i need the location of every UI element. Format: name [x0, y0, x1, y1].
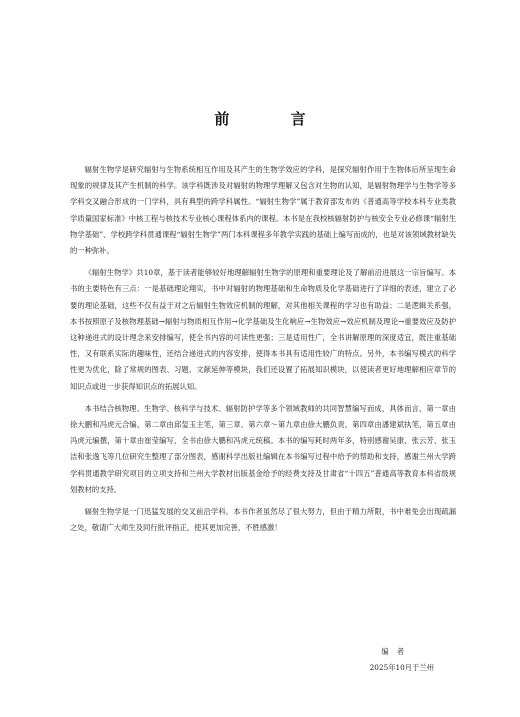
preface-body	[70, 162, 456, 542]
page-title: 前 言	[214, 110, 334, 128]
signature-block	[70, 644, 456, 676]
signature-author: 编者	[381, 647, 412, 656]
paragraph-book-features: 《辐射生物学》共10章，基于读者能够较好地理解辐射生物学的原理和重要理论及了解前沿进展这一宗旨编写。本书的主要特色有三点：一是基础理论翔实，书中对辐射的物理基础和生命物质及化学基础进行了详细的表述，建立了必要的理论基础，这些不仅有益于对之后辐射生物效应机制的理解，对其他相关课程的学习也有助益；二是逻辑关系强，本书按照原子及核物理基础→辐射与物质相互作用→化学基础及生化响应→生物效应→效应机制及理论→重要效应及防护这种递进式的设计理念来安排编写，使全书内容的可读性更强；三是适用性广，全书讲解原理的深度适宜，既注重基础性，又有联系实际的趣味性，还结合递进式的内容安排，使得本书具有适用性较广的特点。另外，本书编写模式的科学性更为优化，除了常规的图表、习题、文献延伸等模块，我们还设置了拓展知识模块，以使读者更好地理解相应章节的知识点或进一步获得知识点的拓展认知。	[70, 268, 456, 391]
paragraph-closing: 辐射生物学是一门迅猛发展的交叉前沿学科。本书作者虽然尽了很大努力，但由于精力所限，书中难免会出现疏漏之处，敬请广大师生及同行批评指正，使其更加完善，不胜感激！	[70, 507, 456, 533]
paragraph-introduction: 辐射生物学是研究辐射与生物系统相互作用及其产生的生物学效应的学科，是探究辐射作用于生物体后所呈现生命现象的规律及其产生机制的科学。该学科既涉及对辐射的物理学理解又包含对生物的认知，是辐射物理学与生物学等多学科交叉融合形成的一门学科，具有典型的跨学科属性。“辐射生物学”属于教育部发布的《普通高等学校本科专业类教学质量国家标准》中核工程与核技术专业核心课程体系内的课程。本书是在我校核辐射防护与核安全专业必修课“辐射生物学基础”、学校跨学科贯通课程“辐射生物学”两门本科课程多年教学实践的基础上编写而成的，也是对该领域教材缺失的一种弥补。	[70, 165, 456, 256]
signature-date: 2025年10月于兰州	[369, 663, 434, 672]
paragraph-authors-acknowledgements: 本书结合核物理、生物学、核科学与技术、辐射防护学等多个领域教师的共同智慧编写而成，具体而言，第一章由徐大鹏和冯虎元合编，第二章由邱玺玉主笔，第三章、第六章～第九章由徐大鹏负责，第四章由潘建斌执笔，第五章由冯虎元编撰，第十章由崔莹编写，全书由徐大鹏和冯虎元统稿。本书的编写耗时两年多，特别感谢吴康、张云芳、张玉洁和张逸飞等几位研究生整理了部分图表，感谢科学出版社编辑在本书编写过程中给予的帮助和支持，感谢兰州大学跨学科贯通教学研究项目的立项支持和兰州大学教材出版基金给予的经费支持及甘肃省“十四五”普通高等教育本科省级规划教材的支持。	[70, 403, 456, 494]
